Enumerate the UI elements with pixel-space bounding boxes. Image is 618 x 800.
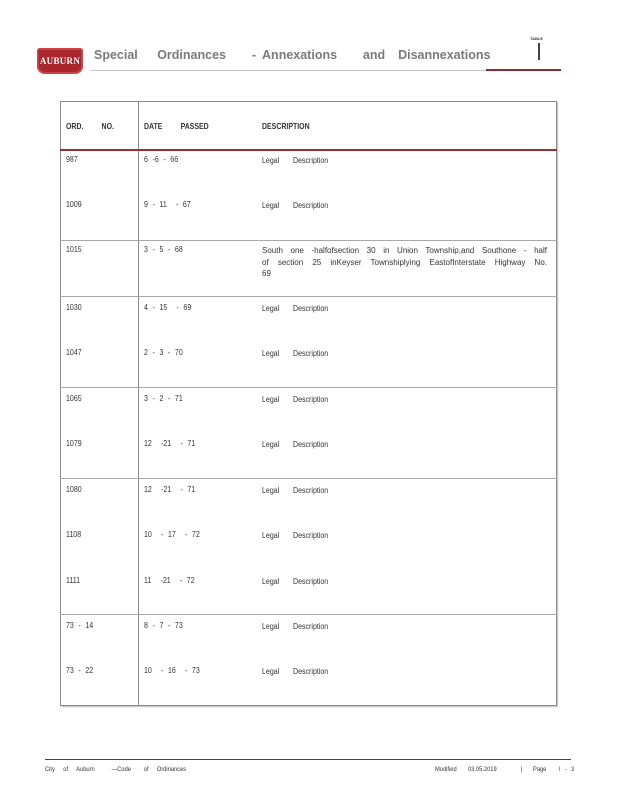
ord-number: 1079 [66,439,82,448]
ord-number: 1111 [66,576,81,585]
description: Legal Description [262,667,329,676]
table-tag: TABLE [530,36,544,41]
column-header-description: DESCRIPTION [262,121,310,131]
date-passed: 8 - 7 - 73 [144,621,183,630]
date-passed: 11 -21 - 72 [144,576,195,585]
ord-number: 1108 [66,530,82,539]
date-passed: 12 -21 - 71 [144,439,196,448]
ord-number: 987 [66,155,78,164]
description: Legal Description [262,304,329,313]
ord-number: 1015 [66,245,82,254]
description: Legal Description [262,349,329,358]
ord-number: 1080 [66,485,82,494]
date-passed: 10 - 16 - 73 [144,666,200,675]
footer-city-code: City of Auburn —Code of Ordinances [45,766,187,773]
date-passed: 3 - 5 - 68 [144,245,183,254]
date-passed: 10 - 17 - 72 [144,530,200,539]
logo-text: AUBURN [39,56,81,66]
ord-number: 73 - 22 [66,666,94,675]
description: South one -halfofsection 30 in Union Township,and Southone - half of section 25 inKeyser Townshiplying EastofInterstate Highway No. 69 [262,246,547,278]
header-divider [60,149,557,151]
date-passed: 4 - 15 - 69 [144,303,192,312]
ord-number: 1047 [66,348,82,357]
footer-page-number: Page I - 3 [533,766,575,773]
date-passed: 2 - 3 - 70 [144,348,183,357]
description: Legal Description [262,486,329,495]
date-passed: 12 -21 - 71 [144,485,196,494]
column-header-date-passed: DATE PASSED [144,121,209,131]
description: Legal Description [262,440,329,449]
table-number [538,43,540,60]
description: Legal Description [262,395,329,404]
column-separator [138,101,139,706]
description: Legal Description [262,201,329,210]
group-divider [60,387,557,388]
ord-number: 73 - 14 [66,621,94,630]
footer-modified-date: 03.05.2019 [468,766,497,773]
title-divider-accent [486,69,561,71]
auburn-logo [37,48,83,74]
description: Legal Description [262,531,329,540]
ord-number: 1065 [66,394,82,403]
date-passed: 6 -6 - 66 [144,155,179,164]
group-divider [60,614,557,615]
ord-number: 1009 [66,200,82,209]
date-passed: 3 - 2 - 71 [144,394,183,403]
ord-number: 1030 [66,303,82,312]
description: Legal Description [262,622,329,631]
footer-divider [45,759,571,760]
footer-modified-label: Modified [435,766,457,773]
group-divider [60,478,557,479]
description: Legal Description [262,577,329,586]
column-header-ord-no: ORD. NO. [66,121,114,131]
group-divider [60,296,557,297]
footer-separator: | [521,766,523,773]
page-title: Special Ordinances - Annexations and Disannexations [94,48,491,62]
date-passed: 9 - 11 - 67 [144,200,191,209]
description: Legal Description [262,156,329,165]
group-divider [60,240,557,241]
